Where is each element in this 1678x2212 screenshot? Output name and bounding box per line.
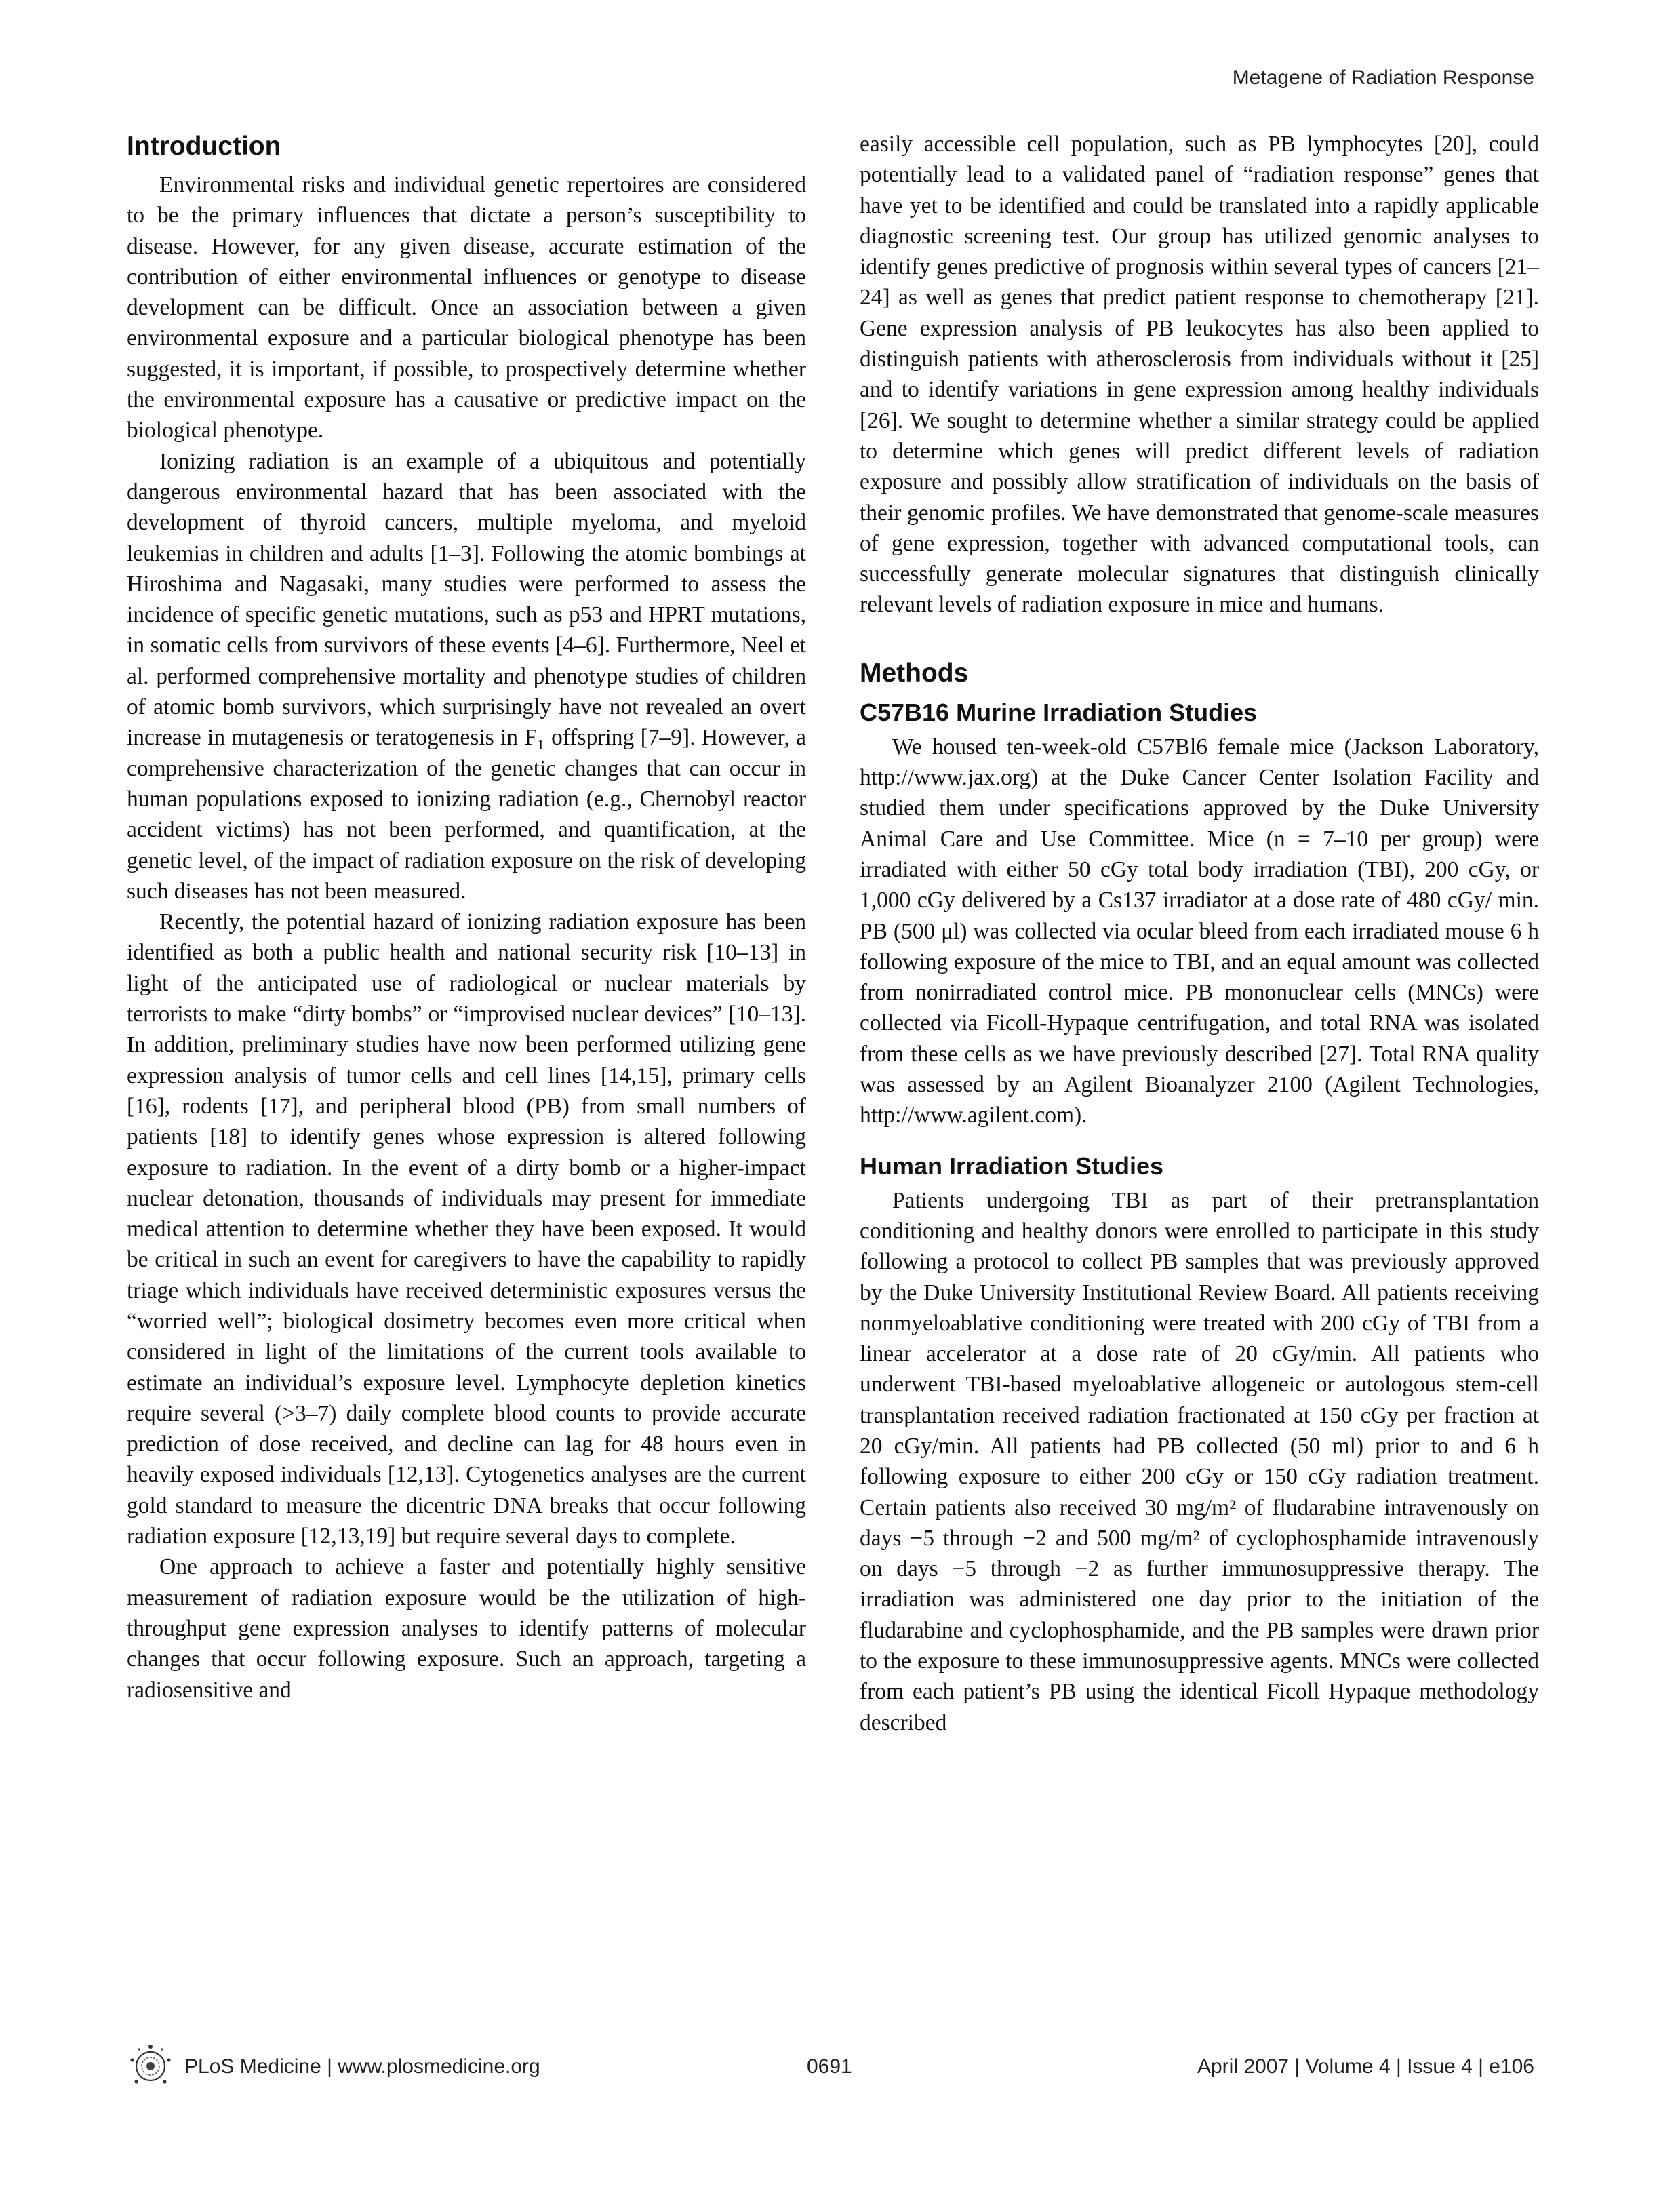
plos-logo-icon [127, 2042, 174, 2090]
human-studies-paragraph: Patients undergoing TBI as part of their pretransplantation conditioning and healthy donors were enrolled to participate in this study following a protocol to collect PB samples that was previously approved by the Duke University Institutional Review Board. All patients receiving nonmyeloablative conditioning were treated with 200 cGy of TBI from a linear accelerator at a dose rate of 20 cGy/min. All patients who underwent TBI-based myeloablative allogeneic or autologous stem-cell transplantation received radiation fractionated at 150 cGy per fraction at 20 cGy/min. All patients had PB collected (50 ml) prior to and 6 h following exposure to either 200 cGy or 150 cGy radiation treatment. Certain patients also received 30 mg/m² of fludarabine intravenously on days −5 through −2 and 500 mg/m² of cyclophosphamide intravenously on days −5 through −2 as further immunosuppressive therapy. The irradiation was administered one day prior to the initiation of the fludarabine and cyclophosphamide, and the PB samples were drawn prior to the exposure to these immunosuppressive agents. MNCs were collected from each patient’s PB using the identical Ficoll Hypaque methodology described [860, 1187, 1539, 1735]
intro-paragraph-3: Recently, the potential hazard of ionizing radiation exposure has been identified as both a public health and national security risk [10–13] in light of the anticipated use of radiological or nuclear materials by terrorists to make “dirty bombs” or “improvised nuclear devices” [10–13]. In addition, preliminary studies have now been performed utilizing gene expression analysis of tumor cells and cell lines [14,15], primary cells [16], rodents [17], and peripheral blood (PB) from small numbers of patients [18] to identify genes whose expression is altered following exposure to radiation. In the event of a dirty bomb or a higher-impact nuclear detonation, thousands of individuals may present for immediate medical attention to determine whether they have been exposed. It would be critical in such an event for caregivers to have the capability to rapidly triage which individuals have received deterministic exposures versus the “worried well”; biological dosimetry becomes even more critical when considered in light of the limitations of the current tools available to estimate an individual’s exposure level. Lymphocyte depletion kinetics require several (>3–7) daily complete blood counts to provide accurate prediction of dose received, and decline can lag for 48 hours even in heavily exposed individuals [12,13]. Cytogenetics analyses are the current gold standard to measure the dicentric DNA breaks that occur following radiation exposure [12,13,19] but require several days to complete. [127, 909, 806, 1549]
right-column [860, 129, 1539, 1738]
intro-paragraph-1: Environmental risks and individual genetic repertoires are considered to be the primary influences that dictate a person’s susceptibility to disease. However, for any given disease, accurate estimation of the contribution of either environmental influences or genotype to disease development can be difficult. Once an association between a given environmental exposure and a particular biological phenotype has been suggested, it is important, if possible, to prospectively determine whether the environmental exposure has a causative or predictive impact on the biological phenotype. [127, 172, 806, 443]
intro-paragraph-2: Ionizing radiation is an example of a ubiquitous and potentially dangerous environmental hazard that has been associated with the development of thyroid cancers, multiple myeloma, and myeloid leukemias in children and adults [1–3]. Following the atomic bombings at Hiroshima and Nagasaki, many studies were performed to assess the incidence of specific genetic mutations, such as p53 and HPRT mutations, in somatic cells from survivors of these events [4–6]. Furthermore, Neel et al. performed comprehensive mortality and phenotype studies of children of atomic bomb survivors, which surprisingly have not revealed an overt increase in mutagenesis or teratogenesis in F₁ offspring [7–9]. However, a comprehensive characterization of the genetic changes that can occur in human populations exposed to ionizing radiation (e.g., Chernobyl reactor accident victims) has not been performed, and quantification, at the genetic level, of the impact of radiation exposure on the risk of developing such diseases has not been measured. [127, 448, 806, 904]
murine-studies-paragraph: We housed ten-week-old C57Bl6 female mice (Jackson Laboratory, http://www.jax.org) at the Duke Cancer Center Isolation Facility and studied them under specifications approved by the Duke University Animal Care and Use Committee. Mice (n = 7–10 per group) were irradiated with either 50 cGy total body irradiation (TBI), 200 cGy, or 1,000 cGy delivered by a Cs137 irradiator at a dose rate of 480 cGy/ min. PB (500 μl) was collected via ocular bleed from each irradiated mouse 6 h following exposure of the mice to TBI, and an equal amount was collected from nonirradiated control mice. PB mononuclear cells (MNCs) were collected via Ficoll-Hypaque centrifugation, and total RNA was isolated from these cells as we have previously described [27]. Total RNA quality was assessed by an Agilent Bioanalyzer 2100 (Agilent Technologies, http://www.agilent.com). [860, 734, 1539, 1128]
human-studies-heading: Human Irradiation Studies [860, 1151, 1164, 1180]
intro-paragraph-4: One approach to achieve a faster and potentially highly sensitive measurement of radiation exposure would be the utilization of high-throughput gene expression analyses to identify patterns of molecular changes that occur following exposure. Such an approach, targeting a radiosensitive and [127, 1554, 806, 1703]
left-column [127, 129, 806, 1705]
footer-issue: April 2007 | Volume 4 | Issue 4 | e106 [1197, 2055, 1534, 2078]
intro-paragraph-continued: easily accessible cell population, such as PB lymphocytes [20], could potentially lead to a validated panel of “radiation response” genes that have yet to be identified and could be translated into a rapidly applicable diagnostic screening test. Our group has utilized genomic analyses to identify genes predictive of prognosis within several types of cancers [21–24] as well as genes that predict patient response to chemotherapy [21]. Gene expression analysis of PB leukocytes has also been applied to distinguish patients with atherosclerosis from individuals without it [25] and to identify variations in gene expression among healthy individuals [26]. We sought to determine whether a similar strategy could be applied to determine which genes will predict different levels of radiation exposure and possibly allow stratification of individuals on the basis of their genomic profiles. We have demonstrated that genome-scale measures of gene expression, together with advanced computational tools, can successfully generate molecular signatures that distinguish clinically relevant levels of radiation exposure in mice and humans. [860, 132, 1539, 618]
footer-journal: PLoS Medicine | www.plosmedicine.org [184, 2055, 540, 2078]
running-title: Metagene of Radiation Response [1232, 66, 1534, 89]
murine-studies-heading: C57B16 Murine Irradiation Studies [860, 698, 1258, 726]
footer-page-number: 0691 [807, 2055, 852, 2078]
methods-heading: Methods [860, 658, 969, 688]
introduction-heading: Introduction [127, 132, 281, 161]
